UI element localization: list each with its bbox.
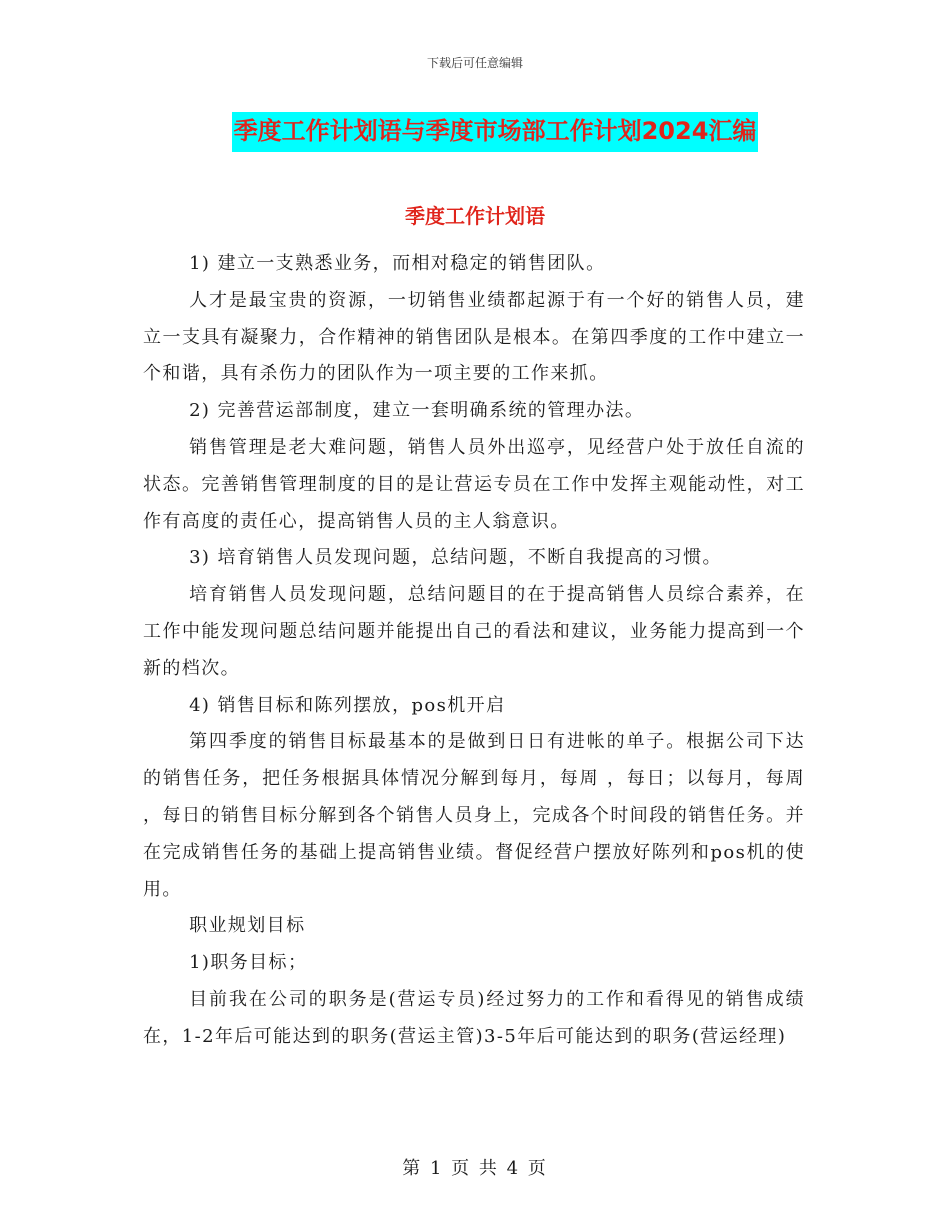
body-text	[143, 246, 805, 1056]
paragraph-body-4: 第四季度的销售目标最基本的是做到日日有进帐的单子。根据公司下达的销售任务，把任务根据具体情况分解到每月，每周 ，每日；以每月，每周 ，每日的销售目标分解到各个销售人员身上，完成各个时间段的销售任务。并在完成销售任务的基础上提高销售业绩。督促经营户摆放好陈列和pos机的使用。	[143, 731, 805, 900]
paragraph-item-3: 3) 培育销售人员发现问题，总结问题，不断自我提高的习惯。	[189, 547, 722, 569]
document-title-container	[0, 112, 950, 152]
header-note: 下载后可任意编辑	[426, 56, 523, 70]
paragraph-career-heading: 职业规划目标	[189, 915, 306, 937]
paragraph-job-goal-body: 目前我在公司的职务是(营运专员)经过努力的工作和看得见的销售成绩在，1-2年后可能达到的职务(营运主管)3-5年后可能达到的职务(营运经理)	[143, 988, 805, 1047]
paragraph-item-1: 1) 建立一支熟悉业务，而相对稳定的销售团队。	[189, 253, 606, 274]
section-title: 季度工作计划语	[405, 204, 545, 228]
document-title: 季度工作计划语与季度市场部工作计划2024汇编	[232, 112, 759, 152]
paragraph-body-3: 培育销售人员发现问题，总结问题目的在于提高销售人员综合素养，在工作中能发现问题总结问题并能提出自己的看法和建议，业务能力提高到一个新的档次。	[143, 584, 805, 679]
paragraph-job-goal: 1)职务目标；	[189, 952, 308, 974]
paragraph-item-4: 4) 销售目标和陈列摆放，pos机开启	[189, 694, 506, 716]
paragraph-body-1: 人才是最宝贵的资源，一切销售业绩都起源于有一个好的销售人员，建立一支具有凝聚力，合作精神的销售团队是根本。在第四季度的工作中建立一个和谐，具有杀伤力的团队作为一项主要的工作来抓。	[143, 289, 805, 385]
paragraph-item-2: 2) 完善营运部制度，建立一套明确系统的管理办法。	[189, 400, 645, 422]
page-footer: 第 1 页 共 4 页	[402, 1158, 548, 1179]
paragraph-body-2: 销售管理是老大难问题，销售人员外出巡亭，见经营户处于放任自流的状态。完善销售管理制度的目的是让营运专员在工作中发挥主观能动性，对工作有高度的责任心，提高销售人员的主人翁意识。	[143, 436, 805, 532]
